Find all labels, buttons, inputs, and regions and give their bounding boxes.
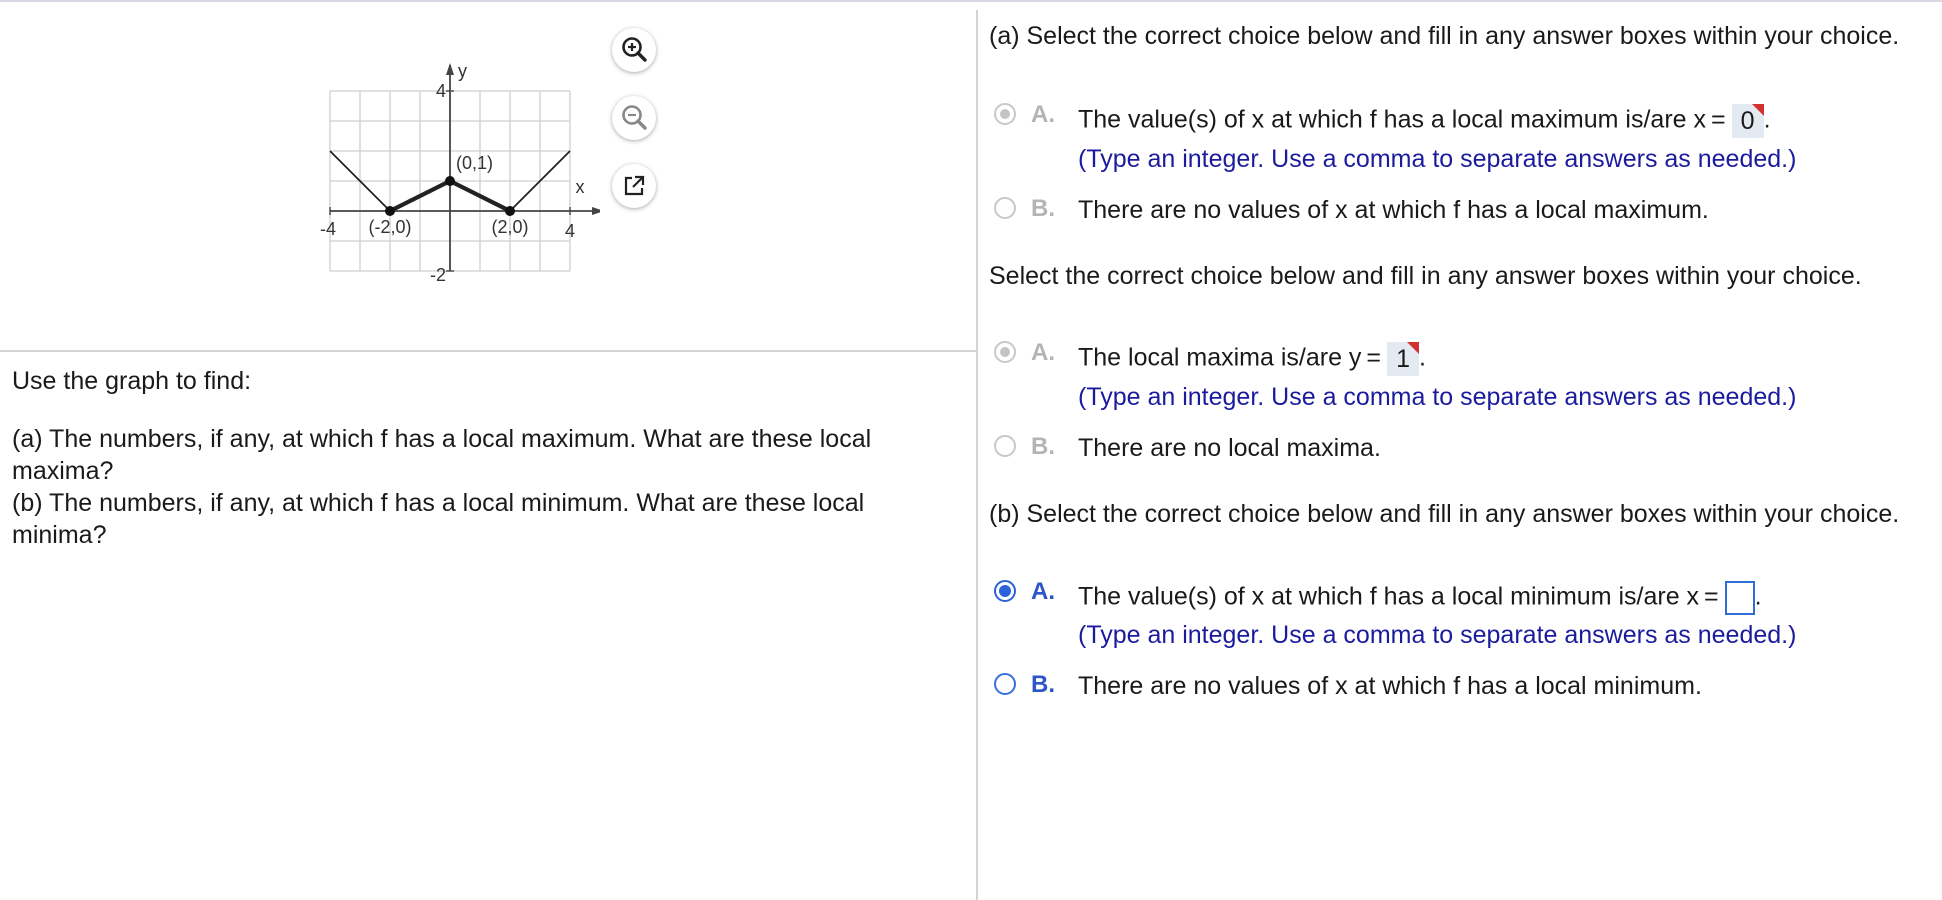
question-text — [12, 365, 932, 551]
part-b-choice-a-letter: A. — [1031, 578, 1055, 605]
part-a-answer-value: 0 — [1740, 107, 1755, 135]
curve-point-1 — [445, 176, 455, 186]
part-b-choice-a: The value(s) of x at which f has a local minimum is/are x = . — [1078, 581, 1762, 615]
question-part-b: (b) The numbers, if any, at which f has a local minimum. What are these local minima? — [12, 489, 865, 549]
part-a2-choice-b-letter: B. — [1031, 433, 1055, 460]
curve-point-0 — [385, 206, 395, 216]
zoom-in-icon — [619, 35, 649, 65]
point-label-1: (0,1) — [456, 153, 494, 173]
part-a-choice-a: The value(s) of x at which f has a local maximum is/are x = 0 . — [1078, 104, 1771, 138]
x-tick-min: -4 — [319, 219, 337, 239]
zoom-in-button[interactable] — [612, 28, 656, 72]
x-tick-max: 4 — [564, 221, 576, 241]
zoom-out-button[interactable] — [612, 96, 656, 140]
part-a-choice-b-radio[interactable] — [994, 197, 1016, 219]
part-b-prompt: (b) Select the correct choice below and fill in any answer boxes within your choice. — [989, 500, 1900, 528]
part-a-prompt: (a) Select the correct choice below and fill in any answer boxes within your choice. — [989, 22, 1900, 50]
part-a2-choice-a-letter: A. — [1031, 339, 1055, 366]
zoom-out-icon — [619, 103, 649, 133]
part-a2-choice-b-text: There are no local maxima. — [1078, 434, 1381, 462]
part-a-answer-box[interactable] — [1732, 104, 1764, 138]
y-tick-min: -2 — [429, 265, 446, 285]
part-a2-choice-a: The local maxima is/are y = 1 . — [1078, 342, 1426, 376]
incorrect-flag-icon — [1407, 342, 1419, 354]
horizontal-divider — [0, 350, 976, 352]
vertical-divider — [976, 10, 978, 900]
part-a2-prompt: Select the correct choice below and fill in any answer boxes within your choice. — [989, 262, 1862, 290]
curve-point-2 — [505, 206, 515, 216]
answer-pane — [988, 0, 1942, 900]
popout-icon — [621, 173, 647, 199]
point-label-0: (-2,0) — [368, 217, 412, 237]
part-a2-hint: (Type an integer. Use a comma to separate answers as needed.) — [1078, 383, 1797, 411]
part-a2-choice-a-radio[interactable] — [994, 341, 1016, 363]
y-axis-label: y — [458, 61, 467, 81]
y-axis-arrow — [446, 63, 454, 75]
part-a2-choice-a-text: The local maxima is/are y = — [1078, 343, 1382, 372]
x-axis-label: x — [575, 177, 585, 197]
part-a-choice-b-text: There are no values of x at which f has a local maximum. — [1078, 196, 1709, 224]
point-label-2: (2,0) — [491, 217, 529, 237]
part-b-choice-a-text: The value(s) of x at which f has a local minimum is/are x = — [1078, 582, 1719, 611]
part-a-hint: (Type an integer. Use a comma to separate answers as needed.) — [1078, 145, 1797, 173]
question-intro: Use the graph to find: — [12, 367, 252, 395]
part-a-choice-a-letter: A. — [1031, 101, 1055, 128]
x-axis-arrow — [592, 207, 600, 215]
part-a2-answer-value: 1 — [1396, 345, 1410, 373]
part-a-choice-a-radio[interactable] — [994, 103, 1016, 125]
part-b-choice-b-letter: B. — [1031, 671, 1055, 698]
part-b-answer-input[interactable] — [1725, 581, 1755, 615]
question-part-a: (a) The numbers, if any, at which f has a local maximum. What are these local maxima? — [12, 425, 872, 485]
incorrect-flag-icon — [1752, 104, 1764, 116]
part-a-choice-a-text: The value(s) of x at which f has a local maximum is/are x = — [1078, 105, 1726, 134]
part-b-hint: (Type an integer. Use a comma to separate answers as needed.) — [1078, 621, 1797, 649]
popout-button[interactable] — [612, 164, 656, 208]
part-a-choice-b-letter: B. — [1031, 195, 1055, 222]
part-a2-answer-box[interactable] — [1387, 342, 1419, 376]
part-b-choice-a-radio[interactable] — [994, 580, 1016, 602]
y-tick-max: 4 — [435, 81, 446, 101]
part-b-choice-b-radio[interactable] — [994, 673, 1016, 695]
part-a2-choice-b-radio[interactable] — [994, 435, 1016, 457]
part-b-choice-b-text: There are no values of x at which f has a local minimum. — [1078, 672, 1702, 700]
function-graph — [310, 47, 600, 287]
graph-and-question-pane — [0, 2, 975, 900]
